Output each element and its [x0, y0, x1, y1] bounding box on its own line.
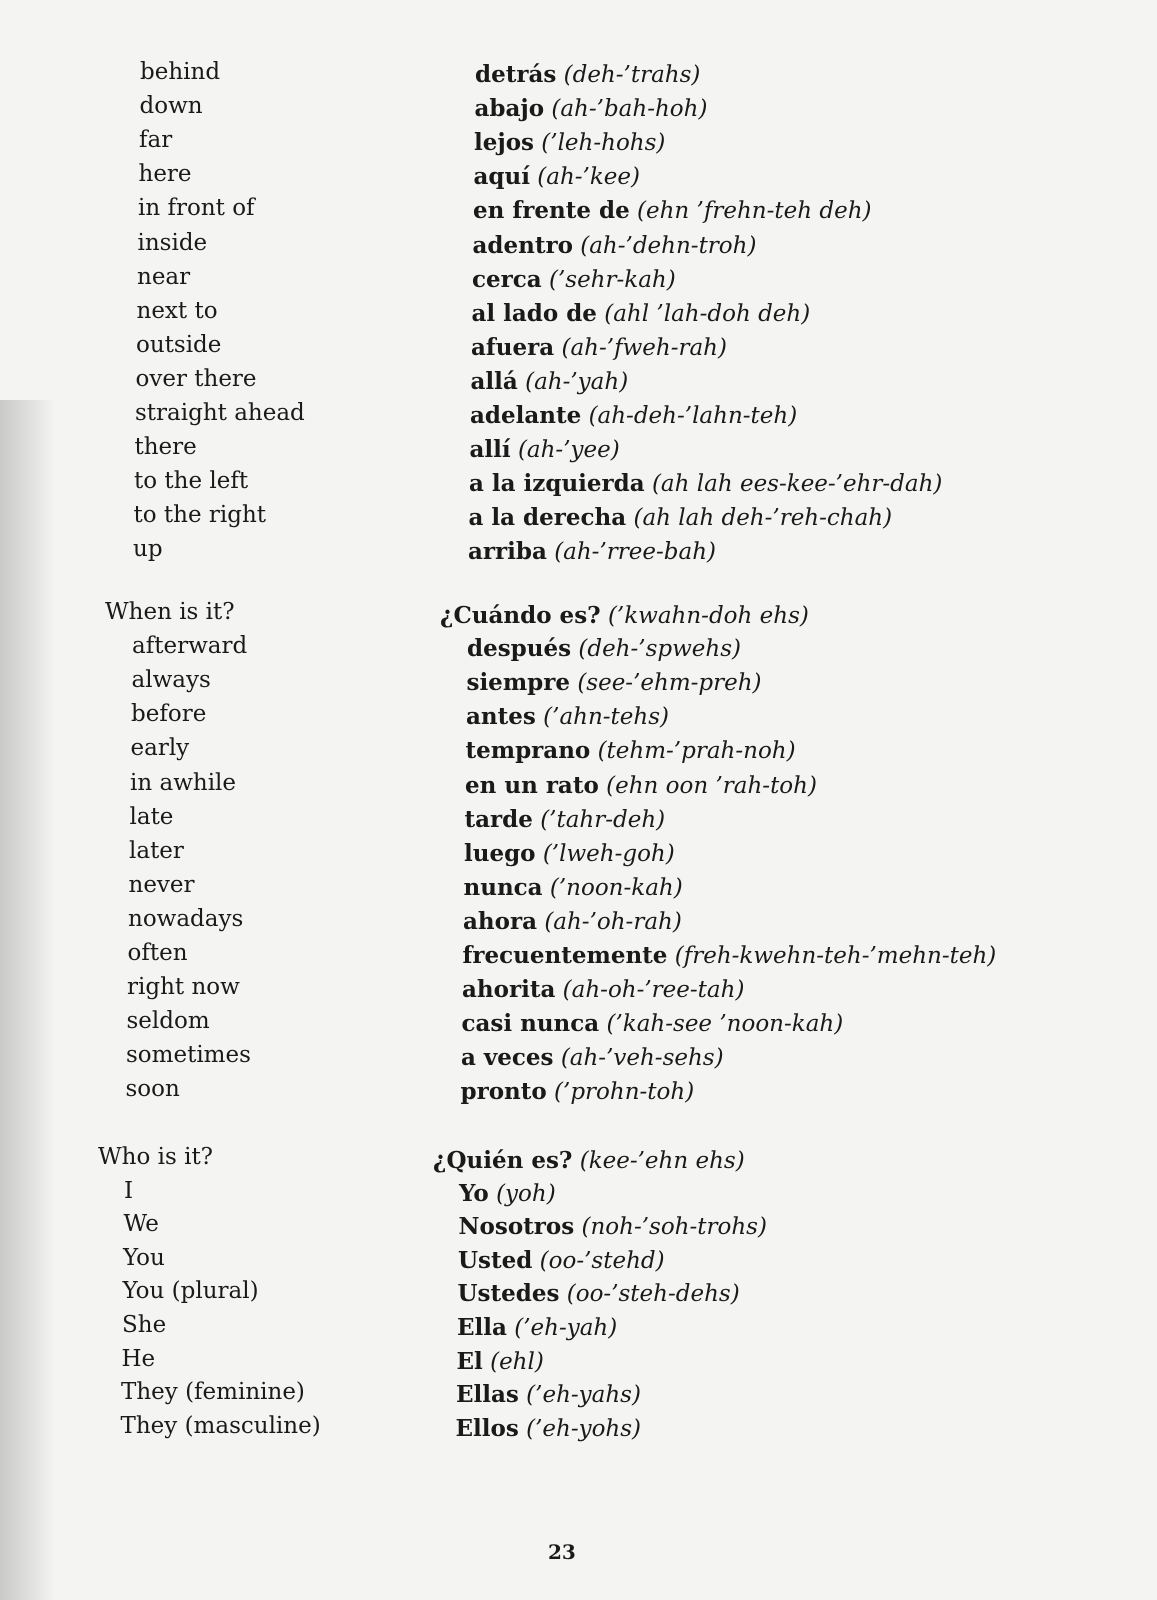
- spanish-term: allá: [470, 367, 518, 395]
- spanish-entry: [461, 1043, 724, 1073]
- spanish-entry: [464, 873, 683, 903]
- spanish-entry: [459, 1212, 767, 1242]
- spanish-term: pronto: [460, 1078, 547, 1106]
- pronunciation: (ah-’yah): [525, 368, 629, 395]
- spanish-entry: [475, 60, 700, 90]
- pronunciation: (ah lah ees-kee-’ehr-dah): [651, 471, 943, 498]
- english-term: early: [130, 735, 190, 762]
- english-term: outside: [136, 331, 222, 358]
- english-term: far: [139, 127, 173, 154]
- english-term: late: [129, 803, 174, 830]
- english-term: right now: [127, 974, 240, 1001]
- spanish-term: lejos: [474, 129, 534, 157]
- spanish-term: Usted: [458, 1246, 533, 1274]
- spanish-term: Ella: [457, 1314, 507, 1341]
- spanish-entry: [463, 907, 682, 937]
- spanish-entry: [456, 1380, 641, 1410]
- spanish-term: adentro: [472, 231, 573, 259]
- english-term: next to: [136, 297, 218, 324]
- english-term: down: [139, 93, 203, 120]
- pronunciation: (ah-’rree-bah): [554, 539, 716, 566]
- english-term: there: [134, 434, 197, 461]
- section-heading-es-word: ¿Quién es?: [433, 1147, 573, 1174]
- spanish-entry: [456, 1414, 642, 1444]
- english-term: soon: [125, 1076, 180, 1103]
- english-term: nowadays: [128, 905, 244, 932]
- spanish-term: ahorita: [462, 976, 556, 1004]
- english-term: often: [127, 940, 188, 966]
- pronunciation: (see-’ehm-preh): [577, 670, 762, 697]
- spanish-entry: [467, 668, 762, 698]
- spanish-term: nunca: [463, 873, 543, 901]
- spanish-entry: [458, 1279, 740, 1309]
- spanish-entry: [471, 367, 629, 397]
- spanish-term: allí: [469, 436, 511, 464]
- spanish-entry: [457, 1347, 544, 1377]
- spanish-term: detrás: [475, 61, 557, 88]
- spanish-entry: [471, 333, 727, 363]
- spanish-term: a la derecha: [468, 504, 627, 532]
- english-term: here: [138, 161, 192, 188]
- spanish-term: temprano: [465, 737, 591, 765]
- spanish-entry: [472, 265, 676, 295]
- spanish-entry: [475, 94, 708, 124]
- pronunciation: (freh-kwehn-teh-’mehn-teh): [674, 943, 997, 969]
- english-term: straight ahead: [135, 400, 305, 426]
- spanish-entry: [467, 634, 741, 664]
- english-term: in front of: [138, 195, 255, 222]
- pronunciation: (’eh-yahs): [526, 1382, 641, 1409]
- english-term: They (masculine): [120, 1412, 321, 1439]
- spanish-term: El: [456, 1347, 483, 1375]
- spanish-entry: [474, 128, 665, 158]
- spanish-term: abajo: [474, 95, 545, 123]
- pronunciation: (’lweh-goh): [542, 840, 675, 867]
- english-term: She: [122, 1312, 167, 1338]
- pronunciation: (’sehr-kah): [548, 266, 676, 293]
- spanish-entry: [472, 299, 811, 329]
- pronunciation: (oo-’steh-dehs): [566, 1281, 740, 1308]
- spanish-term: tarde: [464, 805, 533, 833]
- spanish-entry: [473, 231, 757, 261]
- spanish-entry: [465, 771, 817, 801]
- pronunciation: (noh-’soh-trohs): [581, 1214, 767, 1241]
- english-term: afterward: [132, 633, 248, 660]
- pronunciation: (’eh-yah): [514, 1315, 618, 1341]
- spanish-entry: [463, 941, 997, 971]
- english-term: inside: [137, 229, 208, 256]
- english-term: over there: [135, 365, 257, 392]
- pronunciation: (’noon-kah): [549, 874, 683, 901]
- pronunciation: (ehn oon ’rah-toh): [606, 772, 817, 799]
- spanish-entry: [459, 1179, 556, 1209]
- english-term: before: [131, 701, 207, 728]
- spanish-term: Nosotros: [458, 1213, 575, 1241]
- pronunciation: (ahl ’lah-doh deh): [604, 300, 811, 327]
- spanish-term: luego: [464, 839, 536, 867]
- spanish-term: aquí: [473, 163, 530, 191]
- pronunciation: (’kah-see ’noon-kah): [606, 1011, 844, 1038]
- english-term: behind: [140, 59, 221, 85]
- english-term: They (feminine): [121, 1379, 305, 1406]
- english-term: seldom: [126, 1008, 210, 1035]
- english-term: sometimes: [126, 1042, 251, 1069]
- spanish-term: Ustedes: [457, 1280, 560, 1308]
- english-term: near: [137, 263, 191, 290]
- pronunciation: (oo-’stehd): [539, 1247, 665, 1274]
- pronunciation: (ah-’fweh-rah): [561, 334, 727, 361]
- spanish-term: Ellas: [456, 1381, 519, 1409]
- pronunciation: (’leh-hohs): [541, 130, 666, 157]
- spanish-entry: [469, 469, 942, 499]
- pronunciation: (ah-’oh-rah): [544, 908, 682, 935]
- spanish-term: frecuentemente: [462, 942, 668, 969]
- english-term: I: [124, 1177, 134, 1204]
- spanish-term: al lado de: [471, 299, 597, 327]
- pronunciation: (ah lah deh-’reh-chah): [633, 505, 893, 532]
- spanish-term: Ellos: [455, 1414, 519, 1442]
- spanish-term: adelante: [470, 402, 582, 429]
- section-heading-en: Who is it?: [98, 1144, 214, 1170]
- spanish-term: siempre: [466, 669, 570, 697]
- spanish-term: después: [467, 635, 572, 663]
- section-heading-en: When is it?: [105, 599, 235, 625]
- spanish-term: afuera: [471, 333, 555, 361]
- pronunciation: (ah-deh-’lahn-teh): [588, 403, 798, 429]
- pronunciation: (ah-’bah-hoh): [551, 96, 708, 123]
- spanish-entry: [465, 805, 666, 835]
- english-term: in awhile: [130, 769, 237, 796]
- spanish-entry: [468, 537, 716, 567]
- spanish-entry: [470, 435, 620, 465]
- spanish-term: antes: [466, 703, 536, 731]
- spanish-entry: [458, 1246, 665, 1276]
- pronunciation: (’ahn-tehs): [543, 704, 669, 731]
- pronunciation: (ah-’kee): [537, 164, 640, 191]
- spanish-term: ahora: [463, 907, 537, 935]
- spanish-term: en un rato: [465, 771, 599, 799]
- section-heading-es-pron: (kee-’ehn ehs): [579, 1148, 745, 1174]
- english-term: You: [123, 1244, 165, 1271]
- spanish-entry: [466, 702, 669, 732]
- pronunciation: (’prohn-toh): [554, 1079, 695, 1106]
- spanish-term: cerca: [472, 265, 542, 293]
- pronunciation: (’tahr-deh): [540, 806, 666, 833]
- spanish-entry: [466, 736, 796, 766]
- spanish-entry: [470, 401, 797, 431]
- spanish-term: Yo: [459, 1179, 489, 1207]
- spanish-term: casi nunca: [461, 1010, 600, 1038]
- spanish-term: a la izquierda: [469, 470, 645, 498]
- spanish-entry: [469, 503, 893, 533]
- spanish-term: en frente de: [473, 197, 630, 225]
- spanish-term: arriba: [468, 538, 547, 566]
- pronunciation: (’eh-yohs): [526, 1415, 642, 1442]
- section-heading-es: [440, 601, 809, 631]
- pronunciation: (ah-’veh-sehs): [560, 1045, 724, 1072]
- english-term: up: [133, 536, 163, 563]
- pronunciation: (ehl): [490, 1348, 544, 1375]
- pronunciation: (ah-oh-’ree-tah): [562, 977, 745, 1004]
- pronunciation: (yoh): [496, 1180, 556, 1207]
- pronunciation: (ehn ’frehn-teh deh): [637, 198, 872, 225]
- section-heading-es-pron: (’kwahn-doh ehs): [607, 603, 809, 629]
- english-term: later: [129, 837, 184, 864]
- page-number: 23: [548, 1540, 576, 1564]
- english-term: We: [123, 1211, 159, 1238]
- pronunciation: (ah-’dehn-troh): [580, 232, 757, 259]
- spanish-entry: [462, 1009, 844, 1039]
- section-heading-es: [433, 1146, 745, 1176]
- spanish-entry: [457, 1313, 617, 1343]
- pronunciation: (ah-’yee): [517, 437, 620, 464]
- pronunciation: (deh-’spwehs): [578, 636, 741, 663]
- english-term: He: [121, 1345, 156, 1372]
- spanish-entry: [462, 975, 744, 1005]
- pronunciation: (deh-’trahs): [563, 62, 701, 88]
- spanish-entry: [464, 839, 675, 869]
- section-heading-es-word: ¿Cuándo es?: [440, 602, 601, 629]
- english-term: always: [131, 667, 211, 694]
- english-term: never: [128, 871, 195, 898]
- english-term: to the right: [133, 502, 267, 529]
- english-term: to the left: [134, 468, 249, 495]
- pronunciation: (tehm-’prah-noh): [597, 738, 796, 765]
- spanish-term: a veces: [461, 1044, 554, 1072]
- spanish-entry: [473, 196, 871, 226]
- spanish-entry: [461, 1077, 695, 1107]
- english-term: You (plural): [122, 1278, 259, 1305]
- spanish-entry: [474, 162, 640, 192]
